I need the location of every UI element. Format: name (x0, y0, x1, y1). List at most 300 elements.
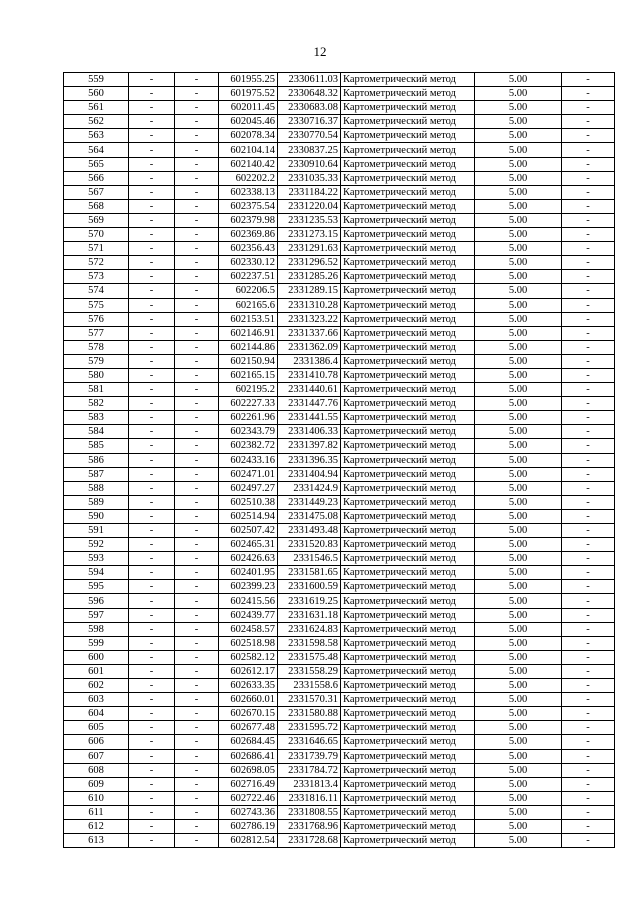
new-x-cell: 602338.13 (219, 185, 278, 199)
precision-cell: 5.00 (475, 115, 562, 129)
new-x-cell: 602510.38 (219, 495, 278, 509)
description-cell: - (562, 199, 615, 213)
old-x-cell: - (129, 368, 175, 382)
old-y-cell: - (175, 270, 219, 284)
old-y-cell: - (175, 735, 219, 749)
table-row (64, 819, 615, 833)
precision-cell: 5.00 (475, 298, 562, 312)
new-y-cell: 2331728.68 (278, 834, 341, 848)
table-row (64, 185, 615, 199)
description-cell: - (562, 213, 615, 227)
precision-cell: 5.00 (475, 791, 562, 805)
old-y-cell: - (175, 284, 219, 298)
new-y-cell: 2331440.61 (278, 383, 341, 397)
precision-cell: 5.00 (475, 481, 562, 495)
old-x-cell: - (129, 467, 175, 481)
table-row (64, 693, 615, 707)
new-x-cell: 602439.77 (219, 608, 278, 622)
new-y-cell: 2331619.25 (278, 594, 341, 608)
old-y-cell: - (175, 777, 219, 791)
description-cell: - (562, 664, 615, 678)
point-number-cell: 603 (64, 693, 129, 707)
table-row (64, 397, 615, 411)
description-cell: - (562, 312, 615, 326)
table-row (64, 735, 615, 749)
table-row (64, 805, 615, 819)
new-x-cell: 602356.43 (219, 242, 278, 256)
old-x-cell: - (129, 115, 175, 129)
old-y-cell: - (175, 129, 219, 143)
table-row (64, 608, 615, 622)
new-x-cell: 602743.36 (219, 805, 278, 819)
new-y-cell: 2331600.59 (278, 580, 341, 594)
new-y-cell: 2331184.22 (278, 185, 341, 199)
description-cell: - (562, 256, 615, 270)
table-row (64, 242, 615, 256)
point-number-cell: 576 (64, 312, 129, 326)
precision-cell: 5.00 (475, 439, 562, 453)
new-y-cell: 2331520.83 (278, 538, 341, 552)
table-row (64, 791, 615, 805)
description-cell: - (562, 439, 615, 453)
new-x-cell: 602146.91 (219, 326, 278, 340)
table-row (64, 87, 615, 101)
table-row (64, 284, 615, 298)
point-number-cell: 567 (64, 185, 129, 199)
new-x-cell: 602497.27 (219, 481, 278, 495)
new-y-cell: 2331595.72 (278, 721, 341, 735)
precision-cell: 5.00 (475, 608, 562, 622)
table-row (64, 411, 615, 425)
precision-cell: 5.00 (475, 453, 562, 467)
point-number-cell: 575 (64, 298, 129, 312)
page-number: 12 (313, 44, 327, 59)
method-cell: Картометрический метод (341, 693, 475, 707)
method-cell: Картометрический метод (341, 425, 475, 439)
new-y-cell: 2331285.26 (278, 270, 341, 284)
table-row (64, 228, 615, 242)
method-cell: Картометрический метод (341, 664, 475, 678)
new-y-cell: 2331035.33 (278, 171, 341, 185)
point-number-cell: 571 (64, 242, 129, 256)
coordinates-table-body (64, 73, 615, 848)
point-number-cell: 560 (64, 87, 129, 101)
description-cell: - (562, 453, 615, 467)
description-cell: - (562, 636, 615, 650)
point-number-cell: 589 (64, 495, 129, 509)
new-y-cell: 2331739.79 (278, 749, 341, 763)
table-row (64, 834, 615, 848)
description-cell: - (562, 721, 615, 735)
method-cell: Картометрический метод (341, 594, 475, 608)
point-number-cell: 601 (64, 664, 129, 678)
old-y-cell: - (175, 425, 219, 439)
old-x-cell: - (129, 101, 175, 115)
method-cell: Картометрический метод (341, 580, 475, 594)
old-y-cell: - (175, 495, 219, 509)
method-cell: Картометрический метод (341, 411, 475, 425)
point-number-cell: 595 (64, 580, 129, 594)
old-y-cell: - (175, 763, 219, 777)
precision-cell: 5.00 (475, 143, 562, 157)
old-y-cell: - (175, 115, 219, 129)
method-cell: Картометрический метод (341, 467, 475, 481)
point-number-cell: 598 (64, 622, 129, 636)
description-cell: - (562, 650, 615, 664)
point-number-cell: 585 (64, 439, 129, 453)
precision-cell: 5.00 (475, 171, 562, 185)
precision-cell: 5.00 (475, 270, 562, 284)
old-y-cell: - (175, 524, 219, 538)
new-y-cell: 2330683.08 (278, 101, 341, 115)
old-y-cell: - (175, 101, 219, 115)
description-cell: - (562, 157, 615, 171)
description-cell: - (562, 749, 615, 763)
table-row (64, 552, 615, 566)
point-number-cell: 602 (64, 679, 129, 693)
precision-cell: 5.00 (475, 594, 562, 608)
description-cell: - (562, 242, 615, 256)
old-y-cell: - (175, 481, 219, 495)
new-x-cell: 602078.34 (219, 129, 278, 143)
precision-cell: 5.00 (475, 749, 562, 763)
description-cell: - (562, 411, 615, 425)
new-x-cell: 602465.31 (219, 538, 278, 552)
table-row (64, 298, 615, 312)
description-cell: - (562, 129, 615, 143)
old-y-cell: - (175, 312, 219, 326)
new-x-cell: 602514.94 (219, 509, 278, 523)
old-x-cell: - (129, 580, 175, 594)
table-row (64, 115, 615, 129)
description-cell: - (562, 425, 615, 439)
point-number-cell: 609 (64, 777, 129, 791)
old-y-cell: - (175, 819, 219, 833)
table-row (64, 199, 615, 213)
point-number-cell: 562 (64, 115, 129, 129)
table-row (64, 721, 615, 735)
precision-cell: 5.00 (475, 326, 562, 340)
new-y-cell: 2330770.54 (278, 129, 341, 143)
description-cell: - (562, 368, 615, 382)
old-x-cell: - (129, 650, 175, 664)
old-x-cell: - (129, 326, 175, 340)
point-number-cell: 582 (64, 397, 129, 411)
point-number-cell: 590 (64, 509, 129, 523)
old-y-cell: - (175, 354, 219, 368)
new-y-cell: 2331546.5 (278, 552, 341, 566)
old-x-cell: - (129, 594, 175, 608)
old-x-cell: - (129, 171, 175, 185)
new-x-cell: 602812.54 (219, 834, 278, 848)
new-y-cell: 2331575.48 (278, 650, 341, 664)
old-x-cell: - (129, 270, 175, 284)
new-y-cell: 2330910.64 (278, 157, 341, 171)
method-cell: Картометрический метод (341, 721, 475, 735)
old-x-cell: - (129, 622, 175, 636)
method-cell: Картометрический метод (341, 185, 475, 199)
table-row (64, 143, 615, 157)
old-x-cell: - (129, 199, 175, 213)
precision-cell: 5.00 (475, 340, 562, 354)
new-x-cell: 602722.46 (219, 791, 278, 805)
description-cell: - (562, 580, 615, 594)
new-x-cell: 602399.23 (219, 580, 278, 594)
method-cell: Картометрический метод (341, 368, 475, 382)
new-x-cell: 601975.52 (219, 87, 278, 101)
precision-cell: 5.00 (475, 566, 562, 580)
precision-cell: 5.00 (475, 495, 562, 509)
new-y-cell: 2331447.76 (278, 397, 341, 411)
precision-cell: 5.00 (475, 636, 562, 650)
method-cell: Картометрический метод (341, 157, 475, 171)
point-number-cell: 611 (64, 805, 129, 819)
point-number-cell: 577 (64, 326, 129, 340)
method-cell: Картометрический метод (341, 608, 475, 622)
table-row (64, 453, 615, 467)
method-cell: Картометрический метод (341, 115, 475, 129)
precision-cell: 5.00 (475, 101, 562, 115)
precision-cell: 5.00 (475, 664, 562, 678)
new-x-cell: 602382.72 (219, 439, 278, 453)
old-y-cell: - (175, 467, 219, 481)
method-cell: Картометрический метод (341, 326, 475, 340)
precision-cell: 5.00 (475, 73, 562, 87)
new-y-cell: 2331289.15 (278, 284, 341, 298)
table-row (64, 580, 615, 594)
description-cell: - (562, 73, 615, 87)
precision-cell: 5.00 (475, 129, 562, 143)
old-x-cell: - (129, 228, 175, 242)
new-x-cell: 602458.57 (219, 622, 278, 636)
old-x-cell: - (129, 664, 175, 678)
precision-cell: 5.00 (475, 312, 562, 326)
old-y-cell: - (175, 397, 219, 411)
old-y-cell: - (175, 368, 219, 382)
point-number-cell: 583 (64, 411, 129, 425)
table-row (64, 101, 615, 115)
method-cell: Картометрический метод (341, 101, 475, 115)
point-number-cell: 608 (64, 763, 129, 777)
old-y-cell: - (175, 185, 219, 199)
old-x-cell: - (129, 819, 175, 833)
table-row (64, 467, 615, 481)
description-cell: - (562, 383, 615, 397)
point-number-cell: 593 (64, 552, 129, 566)
precision-cell: 5.00 (475, 199, 562, 213)
new-x-cell: 602786.19 (219, 819, 278, 833)
method-cell: Картометрический метод (341, 524, 475, 538)
method-cell: Картометрический метод (341, 566, 475, 580)
old-y-cell: - (175, 171, 219, 185)
new-x-cell: 602379.98 (219, 213, 278, 227)
old-x-cell: - (129, 552, 175, 566)
description-cell: - (562, 495, 615, 509)
old-y-cell: - (175, 608, 219, 622)
precision-cell: 5.00 (475, 213, 562, 227)
precision-cell: 5.00 (475, 524, 562, 538)
method-cell: Картометрический метод (341, 354, 475, 368)
old-y-cell: - (175, 650, 219, 664)
old-y-cell: - (175, 439, 219, 453)
old-x-cell: - (129, 834, 175, 848)
new-y-cell: 2331558.6 (278, 679, 341, 693)
method-cell: Картометрический метод (341, 834, 475, 848)
description-cell: - (562, 509, 615, 523)
method-cell: Картометрический метод (341, 622, 475, 636)
description-cell: - (562, 608, 615, 622)
point-number-cell: 581 (64, 383, 129, 397)
method-cell: Картометрический метод (341, 735, 475, 749)
old-y-cell: - (175, 707, 219, 721)
point-number-cell: 610 (64, 791, 129, 805)
table-row (64, 509, 615, 523)
precision-cell: 5.00 (475, 735, 562, 749)
old-y-cell: - (175, 509, 219, 523)
point-number-cell: 588 (64, 481, 129, 495)
method-cell: Картометрический метод (341, 650, 475, 664)
old-x-cell: - (129, 354, 175, 368)
old-y-cell: - (175, 340, 219, 354)
table-row (64, 270, 615, 284)
description-cell: - (562, 340, 615, 354)
new-x-cell: 602415.56 (219, 594, 278, 608)
method-cell: Картометрический метод (341, 143, 475, 157)
table-row (64, 171, 615, 185)
new-x-cell: 602677.48 (219, 721, 278, 735)
new-x-cell: 602165.15 (219, 368, 278, 382)
description-cell: - (562, 115, 615, 129)
point-number-cell: 573 (64, 270, 129, 284)
new-y-cell: 2331386.4 (278, 354, 341, 368)
new-y-cell: 2331362.09 (278, 340, 341, 354)
point-number-cell: 580 (64, 368, 129, 382)
method-cell: Картометрический метод (341, 270, 475, 284)
precision-cell: 5.00 (475, 552, 562, 566)
old-y-cell: - (175, 143, 219, 157)
new-y-cell: 2330648.32 (278, 87, 341, 101)
table-row (64, 524, 615, 538)
old-y-cell: - (175, 636, 219, 650)
point-number-cell: 574 (64, 284, 129, 298)
new-x-cell: 602686.41 (219, 749, 278, 763)
precision-cell: 5.00 (475, 622, 562, 636)
new-x-cell: 602261.96 (219, 411, 278, 425)
precision-cell: 5.00 (475, 411, 562, 425)
new-y-cell: 2331291.63 (278, 242, 341, 256)
new-y-cell: 2331493.48 (278, 524, 341, 538)
old-y-cell: - (175, 552, 219, 566)
method-cell: Картометрический метод (341, 312, 475, 326)
old-x-cell: - (129, 693, 175, 707)
new-x-cell: 602375.54 (219, 199, 278, 213)
old-y-cell: - (175, 566, 219, 580)
precision-cell: 5.00 (475, 185, 562, 199)
description-cell: - (562, 834, 615, 848)
new-y-cell: 2331235.53 (278, 213, 341, 227)
new-x-cell: 602153.51 (219, 312, 278, 326)
precision-cell: 5.00 (475, 467, 562, 481)
old-y-cell: - (175, 679, 219, 693)
new-y-cell: 2330716.37 (278, 115, 341, 129)
old-x-cell: - (129, 129, 175, 143)
old-y-cell: - (175, 791, 219, 805)
table-row (64, 566, 615, 580)
description-cell: - (562, 481, 615, 495)
method-cell: Картометрический метод (341, 763, 475, 777)
old-x-cell: - (129, 735, 175, 749)
old-x-cell: - (129, 524, 175, 538)
new-y-cell: 2331784.72 (278, 763, 341, 777)
new-y-cell: 2331580.88 (278, 707, 341, 721)
description-cell: - (562, 707, 615, 721)
method-cell: Картометрический метод (341, 284, 475, 298)
description-cell: - (562, 326, 615, 340)
description-cell: - (562, 354, 615, 368)
coordinates-table (63, 72, 615, 848)
precision-cell: 5.00 (475, 580, 562, 594)
method-cell: Картометрический метод (341, 538, 475, 552)
new-x-cell: 602140.42 (219, 157, 278, 171)
method-cell: Картометрический метод (341, 819, 475, 833)
old-y-cell: - (175, 87, 219, 101)
method-cell: Картометрический метод (341, 552, 475, 566)
description-cell: - (562, 171, 615, 185)
new-y-cell: 2331646.65 (278, 735, 341, 749)
old-x-cell: - (129, 791, 175, 805)
description-cell: - (562, 622, 615, 636)
new-y-cell: 2331581.65 (278, 566, 341, 580)
new-x-cell: 602150.94 (219, 354, 278, 368)
old-x-cell: - (129, 411, 175, 425)
precision-cell: 5.00 (475, 693, 562, 707)
precision-cell: 5.00 (475, 228, 562, 242)
method-cell: Картометрический метод (341, 199, 475, 213)
new-x-cell: 602195.2 (219, 383, 278, 397)
table-row (64, 326, 615, 340)
old-y-cell: - (175, 256, 219, 270)
new-x-cell: 602165.6 (219, 298, 278, 312)
new-y-cell: 2331273.15 (278, 228, 341, 242)
old-x-cell: - (129, 566, 175, 580)
new-x-cell: 602343.79 (219, 425, 278, 439)
description-cell: - (562, 552, 615, 566)
point-number-cell: 597 (64, 608, 129, 622)
new-y-cell: 2331475.08 (278, 509, 341, 523)
method-cell: Картометрический метод (341, 749, 475, 763)
method-cell: Картометрический метод (341, 805, 475, 819)
point-number-cell: 612 (64, 819, 129, 833)
new-x-cell: 602144.86 (219, 340, 278, 354)
old-x-cell: - (129, 298, 175, 312)
new-x-cell: 602660.01 (219, 693, 278, 707)
old-x-cell: - (129, 73, 175, 87)
old-x-cell: - (129, 763, 175, 777)
old-y-cell: - (175, 580, 219, 594)
method-cell: Картометрический метод (341, 777, 475, 791)
new-y-cell: 2331816.11 (278, 791, 341, 805)
point-number-cell: 600 (64, 650, 129, 664)
description-cell: - (562, 270, 615, 284)
point-number-cell: 578 (64, 340, 129, 354)
method-cell: Картометрический метод (341, 256, 475, 270)
description-cell: - (562, 538, 615, 552)
old-y-cell: - (175, 157, 219, 171)
description-cell: - (562, 679, 615, 693)
new-x-cell: 602471.01 (219, 467, 278, 481)
description-cell: - (562, 566, 615, 580)
precision-cell: 5.00 (475, 284, 562, 298)
